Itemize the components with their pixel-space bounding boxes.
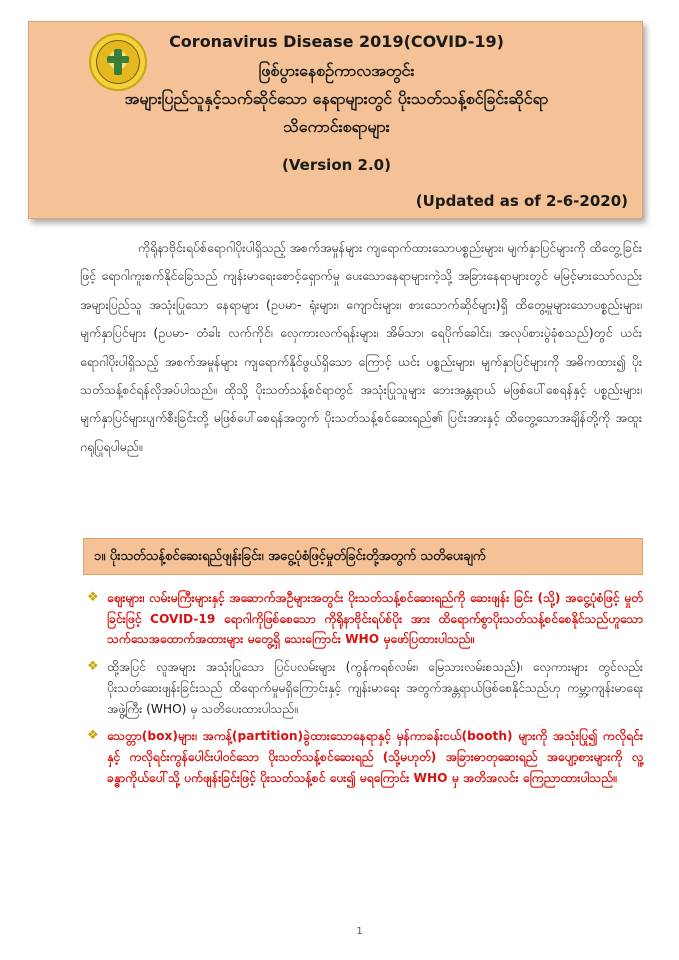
bullet-list (87, 588, 643, 795)
title-line-2: အများပြည်သူနှင့်သက်ဆိုင်သော နေရာများတွင် ပိုးသတ်သန့်စင်ခြင်းဆိုင်ရာ (124, 89, 549, 108)
bullet-item (87, 726, 643, 788)
bullet-item (87, 657, 643, 719)
diamond-bullet-icon: ❖ (87, 590, 99, 605)
bullet-text: သေတ္တာ(box)များ၊ အကန့်(partition)ခွဲထားသောနေရာနှင့် မှန်ကာခန်းငယ်(booth) များကို အသုံးပြု၍ ကလိုရင်းနှင့် ကလိုရင်းကွန်ပေါင်းပါဝင်သော ပိုးသတ်သန့်စင်ဆေးရည် (သို့မဟုတ်) အခြားဓာတုဆေးရည် အပျော့စားများကို လူ့ခန္ဓာကိုယ်ပေါ်သို့ ပက်ဖျန်းခြင်းဖြင့် ပိုးသတ်သန့်စင် ပေး၍ မရကြောင်း WHO မှ အတိအလင်း ကြေညာထားပါသည်။ (107, 729, 643, 785)
page-number: 1 (356, 926, 363, 937)
section-heading: ၁။ ပိုးသတ်သန့်စင်ဆေးရည်ဖျန်းခြင်း၊ အငွေ့ပုံစံဖြင့်မှုတ်ခြင်းတို့အတွက် သတိပေးချက် (94, 549, 486, 564)
bullet-text: ထို့အပြင် လူအများ အသုံးပြုသော ပြင်ပလမ်းများ (ကွန်ကရစ်လမ်း၊ မြေသားလမ်းစသည်)၊ လှေကားများ တွင်လည်း ပိုးသတ်ဆေးဖျန်းခြင်းသည် ထိရောက်မှုမရှိကြောင်းနှင့် ကျန်းမာရေး အတွက်အန္တရာယ်ဖြစ်စေနိုင်သည်ဟု ကမ္ဘာ့ကျန်းမာရေးအဖွဲ့ကြီး (WHO) မှ သတိပေးထားပါသည်။ (107, 660, 643, 716)
bullet-item (87, 588, 643, 650)
title-header-box (28, 21, 643, 219)
diamond-bullet-icon: ❖ (87, 659, 99, 675)
title-line-3: သိကောင်းစရာများ (283, 117, 390, 136)
diamond-bullet-icon: ❖ (87, 728, 99, 744)
title-line-1: ဖြစ်ပွားနေစဉ်ကာလအတွင်း (258, 61, 415, 80)
updated-date: (Updated as of 2-6-2020) (415, 192, 628, 210)
version-label: (Version 2.0) (282, 156, 391, 174)
intro-paragraph: ကိုရိုနာဗိုင်းရပ်စ်ရောဂါပိုးပါရှိသည့် အစက်အမှုန်များ ကျရောက်ထားသောပစ္စည်းများ၊ မျက်နှာပြင်များကို ထိတွေ့ခြင်းဖြင့် ရောဂါကူးစက်နိုင်ခြေသည် ကျန်းမာရေးစောင့်ရှောက်မှု ပေးသောနေရာများကဲ့သို့ အခြားနေရာများတွင် မမြင့်မားသော်လည်း အများပြည်သူ အသုံးပြုသော နေရာများ (ဥပမာ- ရုံးများ၊ ကျောင်းများ၊ စားသောက်ဆိုင်များ)ရှိ ထိတွေ့မှုများသောပစ္စည်းများ၊ မျက်နှာပြင်များ (ဥပမာ- တံခါး လက်ကိုင်၊ လှေကားလက်ရန်းများ၊ အိမ်သာ၊ ရေပိုက်ခေါင်း၊ အလုပ်စားပွဲခုံစသည်)တွင် ယင်းရောဂါပိုးပါရှိသည့် အစက်အမှုန်များ ကျရောက်နိုင်ဖွယ်ရှိသော ကြောင့် ယင်း ပစ္စည်းများ၊ မျက်နှာပြင်များကို အဓိကထား၍ ပိုးသတ်သန့်စင်ရန်လိုအပ်ပါသည်။ ထိုသို့ ပိုးသတ်သန့်စင်ရာတွင် အသုံးပြုသူများ ဘေးအန္တရာယ် မဖြစ်ပေါ်စေရန်နှင့် ပစ္စည်းများ၊ မျက်နှာပြင်များပျက်စီးခြင်းတို့ မဖြစ်ပေါ်စေရန်အတွက် ပိုးသတ်သန့်စင်ဆေးရည်၏ ပြင်းအားနှင့် ထိတွေ့သောအချိန်တို့ကို အထူးဂရုပြုရပါမည်။ (80, 240, 642, 454)
document-title: Coronavirus Disease 2019(COVID-19) (169, 32, 504, 51)
section-heading-box (83, 538, 643, 575)
bullet-text: ဈေးများ၊ လမ်းမကြီးများနှင့် အဆောက်အဦများအတွင်း ပိုးသတ်သန့်စင်ဆေးရည်ကို ဆေးဖျန်း ခြင်း (သို့) အငွေ့ပုံစံဖြင့် မှုတ်ခြင်းဖြင့် COVID-19 ရောဂါကိုဖြစ်စေသော ကိုရိုနာဗိုင်းရပ်စ်ပိုး အား ထိရောက်စွာပိုးသတ်သန့်စင်စေနိုင်သည်ဟူသော သက်သေအထောက်အထားများ မတွေ့ရှိ သေးကြောင်း WHO မှဖော်ပြထားပါသည်။ (107, 591, 643, 647)
